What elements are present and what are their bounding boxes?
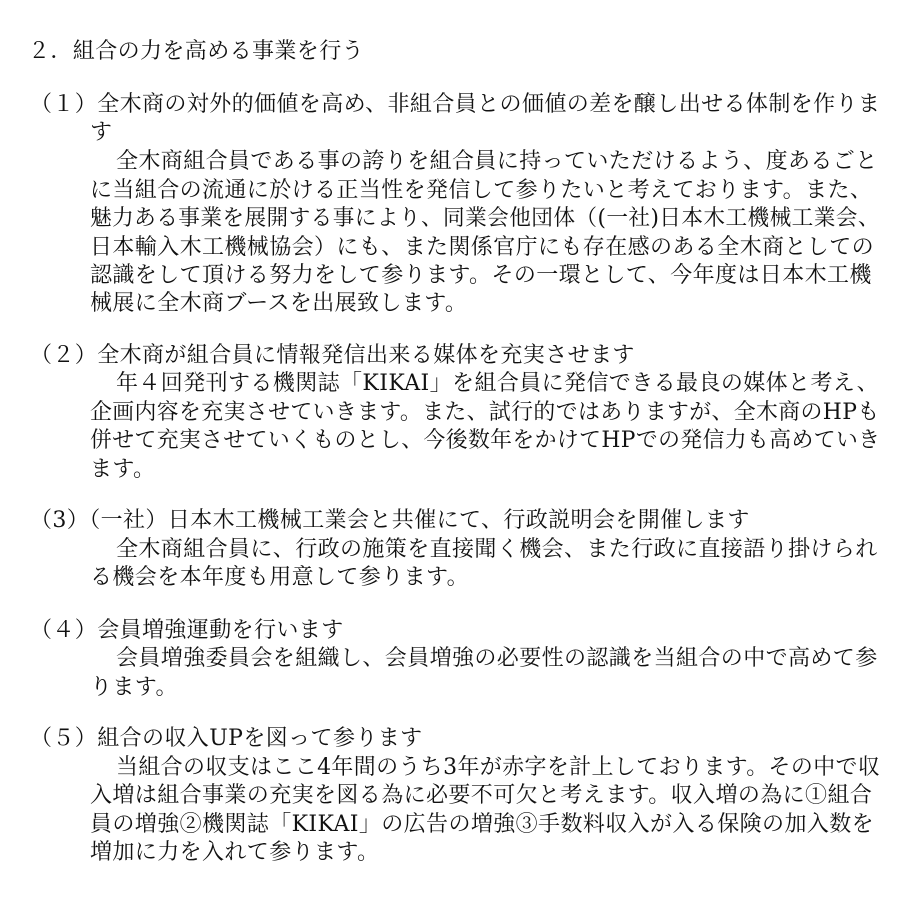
item-5-line: 入増は組合事業の充実を図る為に必要不可欠と考えます。収入増の為に①組合 [90,783,873,808]
item-3-line: 全木商組合員に、行政の施策を直接聞く機会、また行政に直接語り掛けられ [116,537,878,562]
item-1-line: 日本輸入木工機械協会）にも、また関係官庁にも存在感のある全木商としての [90,235,875,260]
section-title: ２．組合の力を高める事業を行う [28,39,365,64]
item-5-line: 員の増強②機関誌「KIKAI」の広告の増強③手数料収入が入る保険の加入数を [90,812,875,837]
item-3-line: る機会を本年度も用意して参ります。 [90,565,470,590]
item-2-line: 併せて充実させていくものとし、今後数年をかけてHPでの発信力も高めていき [90,428,881,453]
item-5-heading: （５）組合の収入UPを図って参ります [30,726,423,751]
item-5-line: 当組合の収支はここ4年間のうち3年が赤字を計上しております。その中で収 [116,755,881,780]
item-4-heading: （４）会員増強運動を行います [30,618,344,643]
item-2-line: 企画内容を充実させていきます。また、試行的ではありますが、全木商のHPも [90,400,880,425]
item-2-line: 年４回発刊する機関誌「KIKAI」を組合員に発信できる最良の媒体と考え、 [116,371,879,396]
item-5-line: 増加に力を入れて参ります。 [90,840,380,865]
item-1-line: 械展に全木商ブースを出展致します。 [90,291,468,316]
item-2-line: ます。 [90,457,156,482]
item-4-line: 会員増強委員会を組織し、会員増強の必要性の認識を当組合の中で高めて参 [116,646,878,671]
item-1-line: 全木商組合員である事の誇りを組合員に持っていただけるよう、度あるごと [116,149,878,174]
item-1-line: す [90,120,113,145]
item-1-line: 魅力ある事業を展開する事により、同業会他団体（(一社)日本木工機械工業会、 [90,206,880,231]
item-2-heading: （２）全木商が組合員に情報発信出来る媒体を充実させます [30,343,635,368]
item-4-line: ります。 [90,675,178,700]
item-1-line: に当組合の流通に於ける正当性を発信して参りたいと考えております。また、 [90,178,873,203]
item-3-heading: （3）（一社）日本木工機械工業会と共催にて、行政説明会を開催します [30,508,750,533]
item-1-line: 認識をして頂ける努力をして参ります。その一環として、今年度は日本木工機 [90,263,872,288]
item-1-heading: （１）全木商の対外的価値を高め、非組合員との価値の差を醸し出せる体制を作りま [30,92,881,117]
